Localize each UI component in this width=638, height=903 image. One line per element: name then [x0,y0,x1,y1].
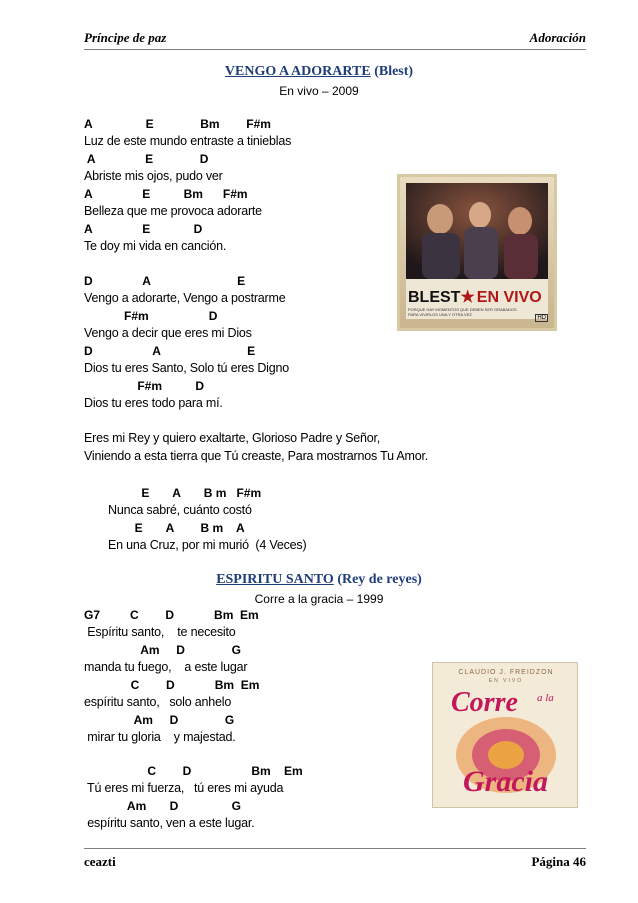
page-number: Página 46 [531,854,586,869]
chord-line: Am D G [84,713,235,727]
lyric-line: Viniendo a esta tierra que Tú creaste, Para mostrarnos Tu Amor. [84,449,429,463]
song1-title-text: VENGO A ADORARTE [224,64,371,79]
lyric-line: Dios tu eres Santo, Solo tú eres Digno [84,361,290,375]
song1-title [0,64,638,80]
chord-line: Am D G [84,643,241,657]
album-cover-blest [397,174,557,331]
lyric-line: Nunca sabré, cuánto costó [108,503,252,517]
page-header [84,28,586,50]
cover1-badge: HD [537,315,546,321]
album-cover-corre-a-la-gracia [432,662,578,808]
chord-line: Am D G [84,799,241,813]
chord-line: A E Bm F#m [84,117,271,131]
song2-title-text: ESPIRITU SANTO [216,572,334,587]
lyric-line: manda tu fuego, a este lugar [84,660,248,674]
lyric-line: Eres mi Rey y quiero exaltarte, Glorioso Padre y Señor, [84,431,381,445]
chord-line: G7 C D Bm Em [84,608,259,622]
cover2-edition: EN VIVO [488,678,524,684]
header-section: Adoración [529,30,586,45]
lyric-line: Dios tu eres todo para mí. [84,396,223,410]
chord-line: E A B m A [108,521,245,535]
chord-line: E A B m F#m [108,486,262,500]
lyric-line: Abriste mis ojos, pudo ver [84,169,223,183]
footer-author: ceazti [84,854,116,869]
song2-artist: (Rey de reyes) [337,572,422,587]
lyric-line: En una Cruz, por mi murió (4 Veces) [108,538,307,552]
cover2-title-ala: a la [537,692,554,704]
chord-line: D A E [84,274,246,288]
star-icon: ★ [460,289,475,306]
song2-title [0,572,638,588]
lyric-line: espíritu santo, ven a este lugar. [84,816,255,830]
lyric-line: Tú eres mi fuerza, tú eres mi ayuda [84,781,284,795]
lyric-line: Luz de este mundo entraste a tinieblas [84,134,292,148]
chord-line: A E D [84,152,209,166]
chord-line: C D Bm Em [84,678,260,692]
chord-line: A E D [84,222,203,236]
lyric-line: espíritu santo, solo anhelo [84,695,232,709]
chord-line: F#m D [84,309,218,323]
lyric-line: Belleza que me provoca adorarte [84,204,262,218]
cover2-title-gracia: Gracia [463,765,548,798]
lyric-line: mirar tu gloria y majestad. [84,730,236,744]
page-footer [84,848,586,874]
lyric-line: Vengo a decir que eres mi Dios [84,326,252,340]
cover1-edition: EN VIVO [476,289,542,306]
header-book-title: Príncipe de paz [84,30,167,45]
cover1-tagline: PORQUE HAY MOMENTOS QUE DEBEN SER GRABADOS PARA VIVIRLOS UNA Y OTRA VEZ [408,307,517,317]
lyric-line: Te doy mi vida en canción. [84,239,227,253]
song2-subtitle: Corre a la gracia – 1999 [254,592,384,606]
song1-subtitle: En vivo – 2009 [279,84,359,98]
chord-line: C D Bm Em [84,764,303,778]
song1-artist: (Blest) [374,64,414,79]
cover2-artist: CLAUDIO J. FREIDZON [458,669,554,676]
lyric-line: Espíritu santo, te necesito [84,625,236,639]
lyric-line: Vengo a adorarte, Vengo a postrarme [84,291,286,305]
chord-line: F#m D [84,379,205,393]
chord-line: D A E [84,344,256,358]
cover1-band: BLEST [408,289,461,306]
chord-line: A E Bm F#m [84,187,248,201]
cover2-title-corre: Corre [451,687,518,718]
